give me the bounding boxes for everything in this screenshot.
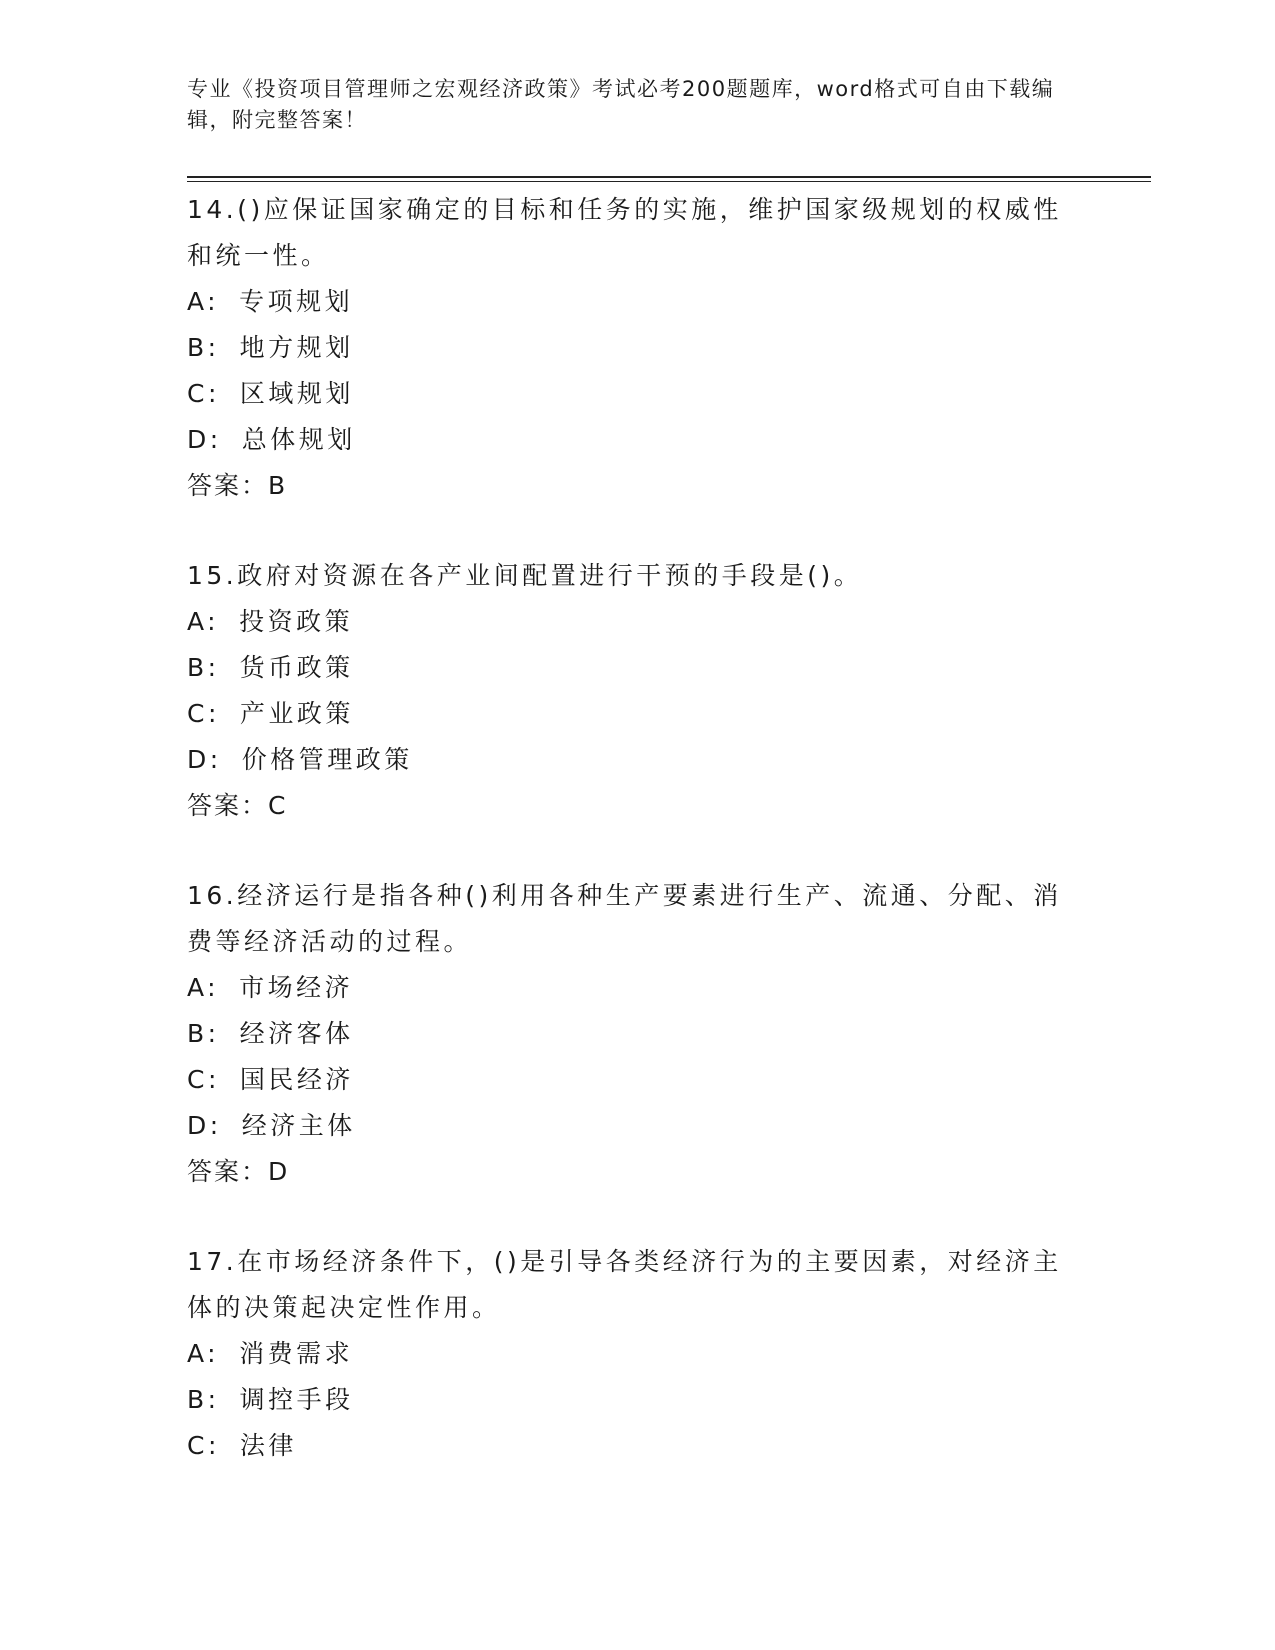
option-letter: B: <box>187 653 220 682</box>
option-letter: B: <box>187 333 220 362</box>
option-letter: A: <box>187 607 220 636</box>
answer-line: 答案：B <box>187 471 288 500</box>
option-c <box>187 1057 1087 1103</box>
answer-line: 答案：D <box>187 1157 290 1186</box>
option-a <box>187 1331 1087 1377</box>
option-letter: C: <box>187 1431 220 1460</box>
question-stem: 16.经济运行是指各种()利用各种生产要素进行生产、流通、分配、消费等经济活动的过程。 <box>187 881 1062 956</box>
option-text: 调控手段 <box>239 1385 354 1414</box>
question-stem: 14.()应保证国家确定的目标和任务的实施，维护国家级规划的权威性和统一性。 <box>187 195 1062 270</box>
option-b <box>187 325 1087 371</box>
option-d <box>187 417 1087 463</box>
question-15 <box>187 553 1087 829</box>
option-b <box>187 645 1087 691</box>
option-letter: A: <box>187 287 220 316</box>
option-letter: B: <box>187 1385 220 1414</box>
question-stem: 17.在市场经济条件下，()是引导各类经济行为的主要因素，对经济主体的决策起决定性作用。 <box>187 1247 1062 1322</box>
option-c <box>187 1423 1087 1469</box>
option-letter: A: <box>187 973 220 1002</box>
option-text: 专项规划 <box>239 287 354 316</box>
option-letter: C: <box>187 699 220 728</box>
answer-line: 答案：C <box>187 791 288 820</box>
option-text: 货币政策 <box>239 653 354 682</box>
question-16 <box>187 873 1087 1195</box>
header-rule-thick <box>187 176 1151 178</box>
option-letter: B: <box>187 1019 220 1048</box>
option-text: 法律 <box>239 1431 297 1460</box>
option-text: 经济客体 <box>239 1019 354 1048</box>
option-text: 经济主体 <box>241 1111 356 1140</box>
option-text: 价格管理政策 <box>241 745 413 774</box>
question-stem: 15.政府对资源在各产业间配置进行干预的手段是()。 <box>187 561 863 590</box>
option-letter: C: <box>187 1065 220 1094</box>
option-text: 总体规划 <box>241 425 356 454</box>
option-text: 投资政策 <box>239 607 354 636</box>
option-b <box>187 1011 1087 1057</box>
option-a <box>187 965 1087 1011</box>
option-d <box>187 737 1087 783</box>
question-14 <box>187 187 1087 509</box>
option-text: 市场经济 <box>239 973 354 1002</box>
option-c <box>187 691 1087 737</box>
option-letter: A: <box>187 1339 220 1368</box>
option-letter: D: <box>187 745 222 774</box>
option-d <box>187 1103 1087 1149</box>
document-header: 专业《投资项目管理师之宏观经济政策》考试必考200题题库，word格式可自由下载编辑，附完整答案！ <box>187 77 1055 132</box>
option-text: 地方规划 <box>239 333 354 362</box>
option-a <box>187 279 1087 325</box>
option-text: 区域规划 <box>239 379 354 408</box>
header-rule-thin <box>187 181 1151 182</box>
option-a <box>187 599 1087 645</box>
option-text: 消费需求 <box>239 1339 354 1368</box>
question-17 <box>187 1239 1087 1469</box>
option-text: 国民经济 <box>239 1065 354 1094</box>
option-text: 产业政策 <box>239 699 354 728</box>
question-list <box>187 187 1087 1513</box>
option-letter: D: <box>187 425 222 454</box>
option-c <box>187 371 1087 417</box>
option-letter: C: <box>187 379 220 408</box>
option-b <box>187 1377 1087 1423</box>
option-letter: D: <box>187 1111 222 1140</box>
